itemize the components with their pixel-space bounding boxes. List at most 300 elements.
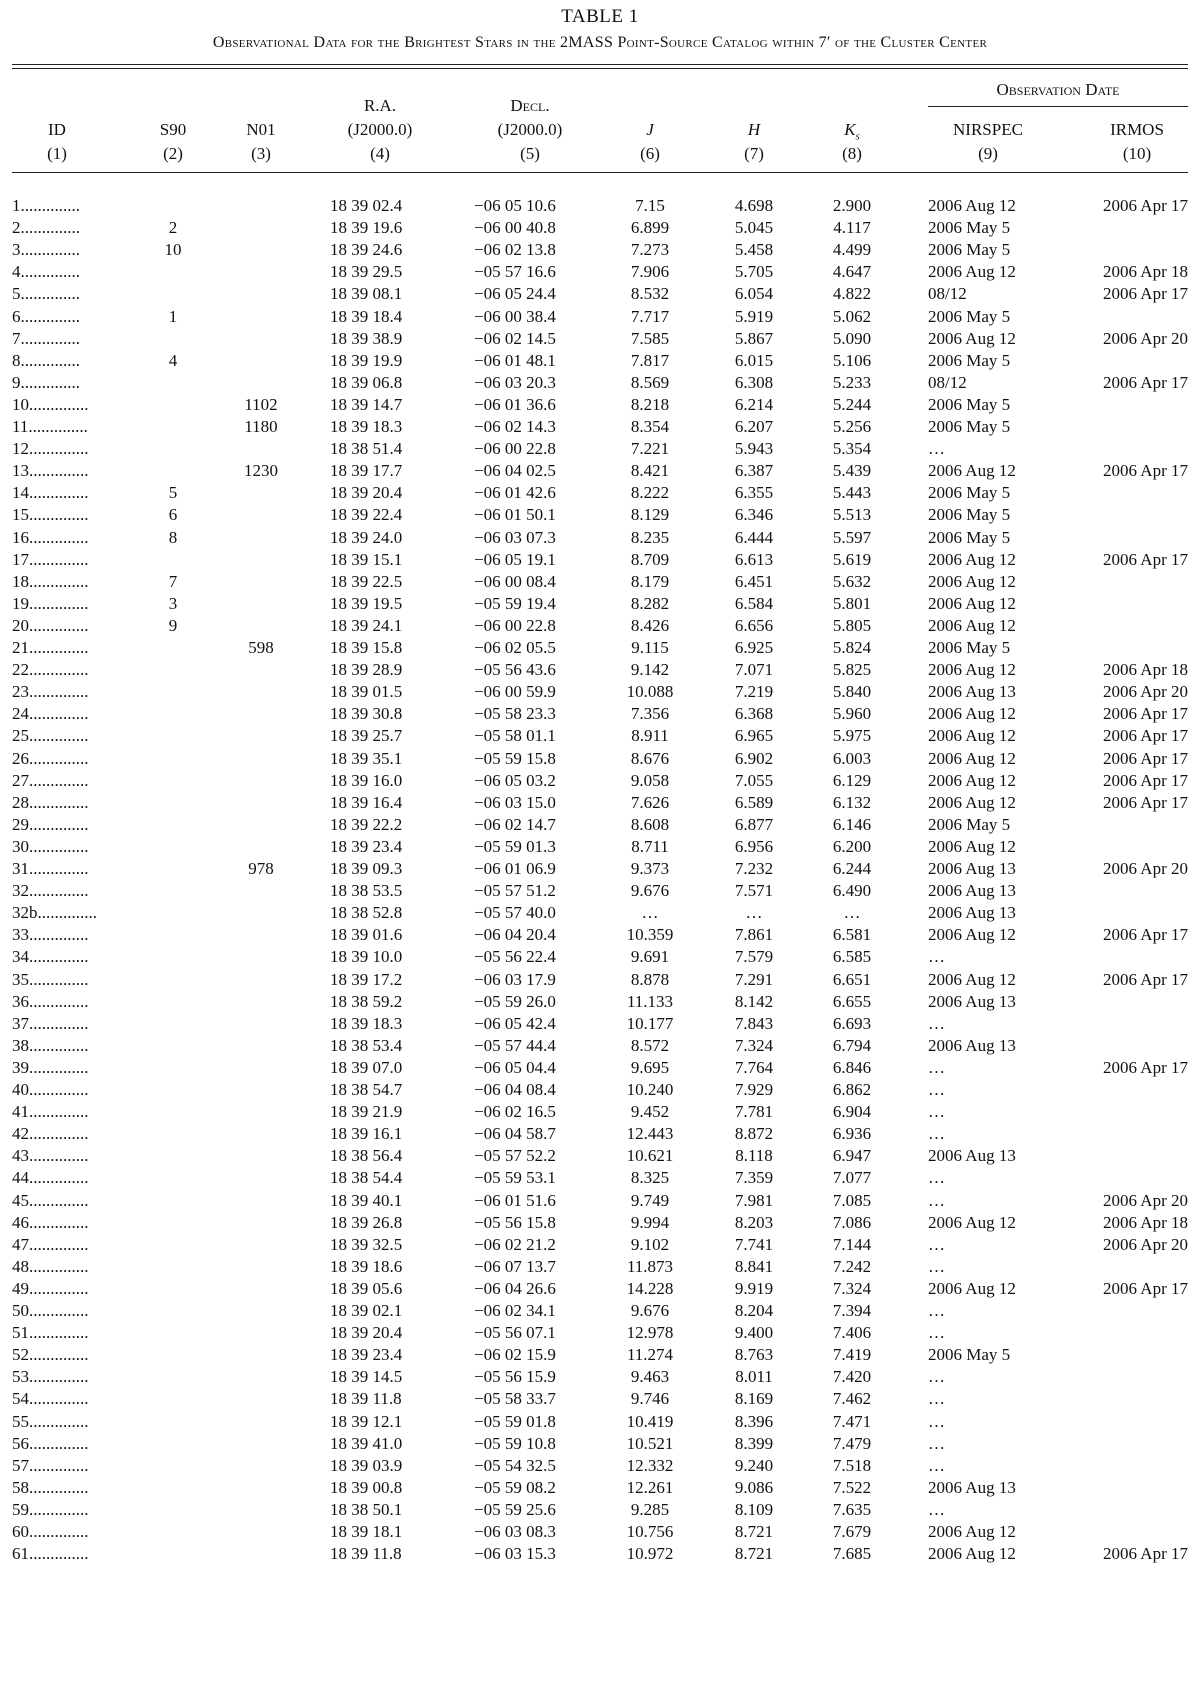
leader-dots: .............. xyxy=(20,350,80,370)
cell-h: 8.399 xyxy=(734,1433,774,1453)
cell-ra: 18 39 29.5 xyxy=(330,262,403,282)
cell-ra: 18 39 05.6 xyxy=(330,1278,403,1298)
cell-irmos: 2006 Apr 20 xyxy=(1103,859,1188,878)
cell-h: 5.458 xyxy=(734,240,774,260)
leader-dots: .............. xyxy=(29,1389,89,1409)
cell-ra: 18 39 22.5 xyxy=(330,571,403,591)
header-ra: R.A. xyxy=(363,96,397,115)
cell-irmos: 2006 Apr 17 xyxy=(1103,704,1188,724)
cell-j: 9.676 xyxy=(630,881,670,901)
cell-n01: 1180 xyxy=(244,417,278,436)
cell-ra: 18 39 14.7 xyxy=(330,394,403,414)
table-row xyxy=(0,1476,1200,1500)
table-row xyxy=(0,371,1200,395)
cell-j: 12.261 xyxy=(626,1477,674,1497)
cell-dec: −06 05 04.4 xyxy=(474,1057,556,1077)
cell-irmos: 2006 Apr 17 xyxy=(1103,196,1188,215)
cell-ks: 7.406 xyxy=(832,1323,872,1343)
table-row xyxy=(0,923,1200,947)
cell-ks: 5.090 xyxy=(832,328,872,348)
header-bottom-rule xyxy=(12,172,1188,173)
cell-h: 8.169 xyxy=(734,1389,774,1409)
cell-ks: 5.062 xyxy=(832,306,872,326)
cell-irmos: 2006 Apr 17 xyxy=(1103,792,1188,812)
cell-id xyxy=(12,1498,102,1522)
cell-s90: 7 xyxy=(168,571,178,591)
cell-ra: 18 39 18.3 xyxy=(330,417,403,436)
cell-nirspec: 2006 Aug 12 xyxy=(928,328,1016,348)
cell-h: 6.207 xyxy=(734,417,774,436)
cell-ra: 18 39 24.0 xyxy=(330,527,403,547)
cell-dec: −05 59 15.8 xyxy=(474,748,556,768)
cell-ra: 18 39 08.1 xyxy=(330,284,403,304)
cell-j: 8.235 xyxy=(630,527,670,547)
cell-ra: 18 39 11.8 xyxy=(330,1544,402,1564)
cell-dec: −06 01 36.6 xyxy=(474,394,556,414)
cell-id xyxy=(12,636,102,660)
cell-ks: 4.117 xyxy=(833,218,871,238)
cell-j: 10.419 xyxy=(626,1411,674,1431)
cell-ks: 4.499 xyxy=(832,240,872,260)
cell-s90: 1 xyxy=(168,306,178,326)
cell-h: 8.721 xyxy=(734,1544,774,1564)
cell-dec: −05 57 16.6 xyxy=(474,262,556,282)
cell-h: 7.219 xyxy=(734,682,774,702)
cell-nirspec: 2006 Aug 13 xyxy=(928,903,1016,923)
cell-ra: 18 38 59.2 xyxy=(330,991,403,1011)
cell-j: … xyxy=(641,903,659,923)
cell-ra: 18 39 00.8 xyxy=(330,1477,403,1497)
cell-irmos: 2006 Apr 18 xyxy=(1103,1212,1188,1232)
cell-dec: −05 56 15.8 xyxy=(474,1212,556,1232)
leader-dots: .............. xyxy=(29,1367,89,1387)
table-row xyxy=(0,216,1200,240)
row-id: 6 xyxy=(12,306,21,326)
cell-h: 8.011 xyxy=(735,1367,773,1387)
leader-dots: .............. xyxy=(29,1499,89,1519)
leader-dots: .............. xyxy=(29,1212,89,1232)
row-id: 44 xyxy=(12,1168,29,1188)
cell-h: 6.387 xyxy=(734,461,774,481)
cell-dec: −05 59 01.8 xyxy=(474,1411,556,1431)
cell-ra: 18 39 30.8 xyxy=(330,704,403,724)
cell-id xyxy=(12,791,102,815)
cell-n01: 1102 xyxy=(244,394,278,414)
row-id: 9 xyxy=(12,372,21,392)
leader-dots: .............. xyxy=(29,1278,89,1298)
cell-nirspec: 08/12 xyxy=(928,372,967,392)
leader-dots: .............. xyxy=(29,1146,89,1166)
cell-nirspec: … xyxy=(928,1102,945,1122)
table-row xyxy=(0,327,1200,351)
cell-irmos: 2006 Apr 18 xyxy=(1103,660,1188,680)
row-id: 49 xyxy=(12,1278,29,1298)
cell-id xyxy=(12,857,102,881)
cell-ks: 6.003 xyxy=(832,748,872,768)
cell-id xyxy=(12,1211,102,1235)
header-irmos-number: (10) xyxy=(1122,144,1152,163)
cell-nirspec: … xyxy=(928,1499,945,1519)
cell-nirspec: 2006 Aug 12 xyxy=(928,262,1016,282)
leader-dots: .............. xyxy=(20,262,80,282)
cell-h: 6.902 xyxy=(734,748,774,768)
cell-nirspec: … xyxy=(928,1323,945,1343)
cell-ks: 7.479 xyxy=(832,1433,872,1453)
cell-ks: 5.439 xyxy=(832,461,872,481)
cell-dec: −06 01 48.1 xyxy=(474,350,556,370)
leader-dots: .............. xyxy=(20,196,80,215)
row-id: 55 xyxy=(12,1411,29,1431)
row-id: 42 xyxy=(12,1124,29,1144)
table-row xyxy=(0,393,1200,417)
cell-dec: −06 03 07.3 xyxy=(474,527,556,547)
cell-id xyxy=(12,1012,102,1036)
cell-ra: 18 38 54.4 xyxy=(330,1168,403,1188)
table-row xyxy=(0,282,1200,306)
cell-j: 8.532 xyxy=(630,284,670,304)
cell-h: 6.877 xyxy=(734,814,774,834)
cell-n01: 598 xyxy=(248,638,274,657)
row-id: 28 xyxy=(12,792,29,812)
cell-nirspec: … xyxy=(928,1013,945,1033)
cell-nirspec: 2006 May 5 xyxy=(928,483,1011,503)
cell-ks: 7.324 xyxy=(832,1278,872,1298)
cell-nirspec: 2006 Aug 12 xyxy=(928,1212,1016,1232)
row-id: 15 xyxy=(12,505,29,525)
cell-ks: 6.655 xyxy=(832,991,872,1011)
cell-h: 6.589 xyxy=(734,792,774,812)
cell-irmos: 2006 Apr 17 xyxy=(1103,1544,1188,1564)
cell-ra: 18 39 20.4 xyxy=(330,1323,403,1343)
row-id: 59 xyxy=(12,1499,29,1519)
cell-id xyxy=(12,503,102,527)
cell-ra: 18 39 23.4 xyxy=(330,836,403,856)
cell-nirspec: 2006 Aug 13 xyxy=(928,1146,1016,1166)
cell-ks: 7.144 xyxy=(832,1234,872,1254)
cell-h: 7.861 xyxy=(734,925,774,945)
cell-dec: −05 59 10.8 xyxy=(474,1433,556,1453)
leader-dots: .............. xyxy=(29,638,89,657)
table-row xyxy=(0,968,1200,992)
cell-j: 8.878 xyxy=(630,969,670,989)
cell-h: 6.956 xyxy=(734,836,774,856)
cell-id xyxy=(12,282,102,306)
cell-j: 9.285 xyxy=(630,1499,670,1519)
cell-id xyxy=(12,216,102,240)
table-row xyxy=(0,769,1200,793)
cell-ra: 18 39 10.0 xyxy=(330,947,403,967)
cell-dec: −06 02 21.2 xyxy=(474,1234,556,1254)
cell-irmos: 2006 Apr 17 xyxy=(1103,284,1188,304)
cell-nirspec: 2006 Aug 12 xyxy=(928,704,1016,724)
leader-dots: .............. xyxy=(29,1323,89,1343)
cell-ks: 6.129 xyxy=(832,770,872,790)
cell-nirspec: 2006 Aug 12 xyxy=(928,726,1016,746)
cell-dec: −06 02 14.5 xyxy=(474,328,556,348)
cell-nirspec: … xyxy=(928,1367,945,1387)
row-id: 1 xyxy=(12,196,21,215)
header-h-number: (7) xyxy=(744,144,764,163)
cell-dec: −06 05 24.4 xyxy=(474,284,556,304)
cell-irmos: 2006 Apr 20 xyxy=(1103,328,1188,348)
cell-s90: 8 xyxy=(168,527,178,547)
cell-j: 9.749 xyxy=(630,1190,670,1210)
cell-ks: 5.354 xyxy=(832,439,872,459)
leader-dots: .............. xyxy=(29,1234,89,1254)
cell-irmos: 2006 Apr 17 xyxy=(1103,1057,1188,1077)
cell-j: 8.421 xyxy=(630,461,670,481)
row-id: 23 xyxy=(12,682,29,702)
row-id: 47 xyxy=(12,1234,29,1254)
cell-h: 5.045 xyxy=(734,218,774,238)
cell-irmos: 2006 Apr 17 xyxy=(1103,372,1188,392)
cell-ks: 5.233 xyxy=(832,372,872,392)
cell-ra: 18 39 18.6 xyxy=(330,1256,403,1276)
cell-id xyxy=(12,1321,102,1345)
leader-dots: .............. xyxy=(29,1102,89,1122)
cell-dec: −05 59 19.4 xyxy=(474,593,556,613)
table-row xyxy=(0,1432,1200,1456)
table-row xyxy=(0,526,1200,550)
cell-id xyxy=(12,570,102,594)
cell-h: 6.584 xyxy=(734,593,774,613)
cell-s90: 5 xyxy=(168,483,178,503)
cell-dec: −06 00 22.8 xyxy=(474,439,556,459)
cell-nirspec: 2006 May 5 xyxy=(928,240,1011,260)
cell-ks: … xyxy=(843,903,861,923)
cell-nirspec: 2006 Aug 12 xyxy=(928,571,1016,591)
cell-dec: −06 05 10.6 xyxy=(474,196,556,215)
table-label: TABLE 1 xyxy=(561,6,639,27)
row-id: 52 xyxy=(12,1345,29,1365)
cell-ks: 6.794 xyxy=(832,1035,872,1055)
cell-id xyxy=(12,1255,102,1279)
cell-j: 6.899 xyxy=(630,218,670,238)
cell-nirspec: … xyxy=(928,1234,945,1254)
cell-ks: 5.443 xyxy=(832,483,872,503)
cell-dec: −05 56 43.6 xyxy=(474,660,556,680)
cell-nirspec: … xyxy=(928,1124,945,1144)
row-id: 19 xyxy=(12,593,29,613)
table-row xyxy=(0,857,1200,881)
cell-ra: 18 39 16.4 xyxy=(330,792,403,812)
row-id: 33 xyxy=(12,925,29,945)
cell-h: 4.698 xyxy=(734,196,774,215)
cell-id xyxy=(12,702,102,726)
leader-dots: .............. xyxy=(29,1057,89,1077)
cell-j: 7.906 xyxy=(630,262,670,282)
leader-dots: .............. xyxy=(29,991,89,1011)
cell-j: 7.15 xyxy=(635,196,665,215)
table-row xyxy=(0,1012,1200,1036)
table-row xyxy=(0,1144,1200,1168)
cell-j: 8.218 xyxy=(630,394,670,414)
row-id: 26 xyxy=(12,748,29,768)
row-id: 50 xyxy=(12,1301,29,1320)
cell-j: 9.102 xyxy=(630,1234,670,1254)
cell-h: 7.579 xyxy=(734,947,774,967)
cell-ra: 18 39 24.1 xyxy=(330,615,403,635)
table-row xyxy=(0,1410,1200,1434)
cell-h: 7.232 xyxy=(734,859,774,878)
cell-h: 7.071 xyxy=(734,660,774,680)
table-row xyxy=(0,1122,1200,1146)
table-row xyxy=(0,1100,1200,1124)
cell-dec: −06 02 14.3 xyxy=(474,417,556,436)
top-rule-second xyxy=(12,68,1188,69)
cell-nirspec: 2006 Aug 12 xyxy=(928,925,1016,945)
leader-dots: .............. xyxy=(29,660,89,680)
cell-j: 9.463 xyxy=(630,1367,670,1387)
cell-ra: 18 38 53.5 xyxy=(330,881,403,901)
row-id: 56 xyxy=(12,1433,29,1453)
cell-irmos: 2006 Apr 17 xyxy=(1103,726,1188,746)
cell-id xyxy=(12,1365,102,1389)
cell-ks: 7.077 xyxy=(832,1168,872,1188)
table-row xyxy=(0,1343,1200,1367)
cell-n01: 978 xyxy=(248,859,274,878)
cell-nirspec: 2006 May 5 xyxy=(928,527,1011,547)
cell-id xyxy=(12,1189,102,1213)
cell-ra: 18 39 23.4 xyxy=(330,1345,403,1365)
cell-j: 7.356 xyxy=(630,704,670,724)
cell-nirspec: … xyxy=(928,1190,945,1210)
header-ks-subscript: s xyxy=(855,130,860,143)
cell-s90: 6 xyxy=(168,505,178,525)
cell-ks: 7.085 xyxy=(832,1190,872,1210)
leader-dots: .............. xyxy=(29,1190,89,1210)
cell-ks: 6.862 xyxy=(832,1080,872,1099)
cell-nirspec: 2006 Aug 12 xyxy=(928,660,1016,680)
cell-nirspec: 2006 Aug 12 xyxy=(928,836,1016,856)
cell-ks: 5.597 xyxy=(832,527,872,547)
cell-ra: 18 39 06.8 xyxy=(330,372,403,392)
cell-irmos: 2006 Apr 20 xyxy=(1103,1234,1188,1254)
cell-dec: −05 57 40.0 xyxy=(474,903,556,923)
cell-irmos: 2006 Apr 17 xyxy=(1103,748,1188,768)
leader-dots: .............. xyxy=(29,1522,89,1541)
cell-ks: 7.471 xyxy=(832,1411,872,1431)
cell-nirspec: 2006 May 5 xyxy=(928,350,1011,370)
table-row xyxy=(0,1542,1200,1566)
cell-j: 8.222 xyxy=(630,483,670,503)
cell-j: 9.373 xyxy=(630,859,670,878)
cell-dec: −06 07 13.7 xyxy=(474,1256,556,1276)
cell-ra: 18 39 11.8 xyxy=(330,1389,402,1409)
cell-j: 8.426 xyxy=(630,615,670,635)
leader-dots: .............. xyxy=(29,748,89,768)
leader-dots: .............. xyxy=(29,881,89,901)
cell-j: 12.978 xyxy=(626,1323,674,1343)
row-id: 43 xyxy=(12,1146,29,1166)
cell-j: 9.452 xyxy=(630,1102,670,1122)
leader-dots: .............. xyxy=(20,328,80,348)
cell-h: 9.240 xyxy=(734,1455,774,1475)
leader-dots: .............. xyxy=(29,593,89,613)
cell-h: 5.705 xyxy=(734,262,774,282)
cell-dec: −06 03 15.0 xyxy=(474,792,556,812)
cell-id xyxy=(12,371,102,395)
cell-h: 8.109 xyxy=(734,1499,774,1519)
cell-dec: −06 04 20.4 xyxy=(474,925,556,945)
row-id: 35 xyxy=(12,969,29,989)
cell-id xyxy=(12,1520,102,1544)
cell-j: 7.717 xyxy=(630,306,670,326)
cell-nirspec: 2006 Aug 12 xyxy=(928,770,1016,790)
row-id: 18 xyxy=(12,571,29,591)
cell-dec: −06 03 15.3 xyxy=(474,1544,556,1564)
table-row xyxy=(0,1166,1200,1190)
row-id: 10 xyxy=(12,394,29,414)
cell-h: 6.965 xyxy=(734,726,774,746)
table-row xyxy=(0,592,1200,616)
cell-dec: −05 59 08.2 xyxy=(474,1477,556,1497)
leader-dots: .............. xyxy=(29,925,89,945)
table-row xyxy=(0,481,1200,505)
cell-ra: 18 39 35.1 xyxy=(330,748,403,768)
row-id: 58 xyxy=(12,1477,29,1497)
cell-dec: −06 02 14.7 xyxy=(474,814,556,834)
cell-ra: 18 39 02.1 xyxy=(330,1301,403,1320)
cell-j: 8.572 xyxy=(630,1035,670,1055)
cell-ks: 7.679 xyxy=(832,1522,872,1541)
cell-irmos: 2006 Apr 17 xyxy=(1103,770,1188,790)
cell-j: 8.676 xyxy=(630,748,670,768)
cell-h: 6.925 xyxy=(734,638,774,657)
table-row xyxy=(0,548,1200,572)
cell-ks: 5.513 xyxy=(832,505,872,525)
cell-nirspec: … xyxy=(928,1411,945,1431)
header-n01: N01 xyxy=(246,120,276,139)
cell-id xyxy=(12,415,102,439)
cell-h: 9.400 xyxy=(734,1323,774,1343)
leader-dots: .............. xyxy=(20,372,80,392)
cell-s90: 3 xyxy=(168,593,178,613)
cell-j: 10.621 xyxy=(626,1146,674,1166)
cell-id xyxy=(12,724,102,748)
cell-j: 14.228 xyxy=(626,1278,674,1298)
cell-dec: −06 03 17.9 xyxy=(474,969,556,989)
cell-h: 6.214 xyxy=(734,394,774,414)
row-id: 31 xyxy=(12,859,29,878)
cell-id xyxy=(12,1233,102,1257)
cell-h: 8.203 xyxy=(734,1212,774,1232)
cell-ra: 18 39 09.3 xyxy=(330,859,403,878)
cell-nirspec: 2006 Aug 12 xyxy=(928,549,1016,569)
cell-id xyxy=(12,1166,102,1190)
cell-nirspec: 2006 May 5 xyxy=(928,638,1011,657)
header-s90-number: (2) xyxy=(163,144,183,163)
row-id: 57 xyxy=(12,1455,29,1475)
cell-dec: −06 05 03.2 xyxy=(474,770,556,790)
cell-id xyxy=(12,968,102,992)
leader-dots: .............. xyxy=(29,969,89,989)
cell-irmos: 2006 Apr 20 xyxy=(1103,1190,1188,1210)
cell-dec: −05 57 52.2 xyxy=(474,1146,556,1166)
cell-dec: −05 59 26.0 xyxy=(474,991,556,1011)
cell-dec: −05 56 22.4 xyxy=(474,947,556,967)
cell-j: 11.274 xyxy=(626,1345,674,1365)
cell-j: 10.756 xyxy=(626,1522,674,1541)
cell-ks: 6.585 xyxy=(832,947,872,967)
cell-nirspec: 2006 May 5 xyxy=(928,505,1011,525)
cell-ra: 18 39 18.3 xyxy=(330,1013,403,1033)
cell-irmos: 2006 Apr 17 xyxy=(1103,461,1188,481)
leader-dots: .............. xyxy=(29,836,89,856)
cell-nirspec: 2006 Aug 12 xyxy=(928,461,1016,481)
cell-ks: 7.518 xyxy=(832,1455,872,1475)
leader-dots: .............. xyxy=(29,615,89,635)
